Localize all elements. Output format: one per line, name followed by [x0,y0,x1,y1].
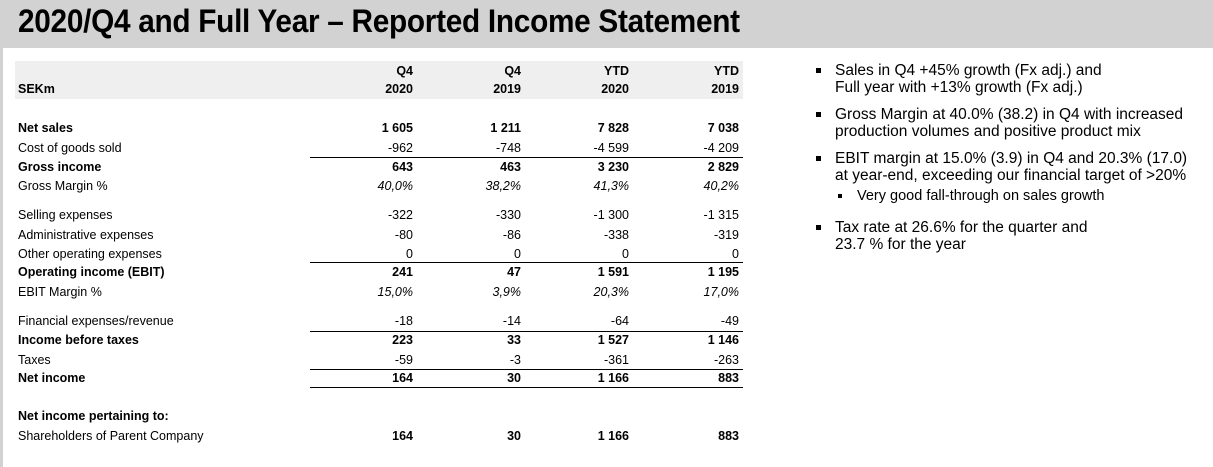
commentary-bullets [815,62,1213,263]
row-label: Gross Margin % [18,179,108,193]
row-value: -330 [495,208,521,222]
bullet-item: Sales in Q4 +45% growth (Fx adj.) and Full year with +13% growth (Fx adj.) [815,62,1213,96]
row-value: 1 591 [597,265,629,279]
row-value: -64 [610,314,629,328]
row-value: -18 [394,314,413,328]
row-value: 38,2% [485,179,521,193]
row-value: 164 [392,429,413,443]
sub-bullet-item: Very good fall-through on sales growth [835,188,1213,205]
row-value: 2 829 [707,160,739,174]
row-value: -322 [387,208,413,222]
row-value: 30 [507,371,521,385]
row-value: -3 [509,353,521,367]
row-value: -1 300 [593,208,629,222]
row-value: 1 146 [707,333,739,347]
row-value: 164 [392,371,413,385]
row-label: Financial expenses/revenue [18,314,174,328]
subtotal-rule [310,369,743,370]
row-value: 0 [732,247,739,261]
column-header-top: Q4 [504,64,521,78]
row-value: -361 [603,353,629,367]
row-value: 1 166 [597,371,629,385]
row-value: 30 [507,429,521,443]
row-value: 41,3% [593,179,629,193]
row-value: 463 [500,160,521,174]
row-label: Net income [18,371,86,385]
bullet-square-icon [838,194,842,198]
row-label: Selling expenses [18,208,113,222]
row-value: 40,2% [703,179,739,193]
row-label: Cost of goods sold [18,141,122,155]
row-value: -4 599 [593,141,629,155]
bullet-item: Tax rate at 26.6% for the quarter and 23.7 % for the year [815,219,1213,253]
row-value: 223 [392,333,413,347]
row-value: 0 [514,247,521,261]
subtotal-rule [310,331,743,332]
bullet-item: EBIT margin at 15.0% (3.9) in Q4 and 20.3% (17.0) at year-end, exceeding our financial target of >20% [815,150,1213,184]
row-value: 0 [406,247,413,261]
subtotal-rule [310,262,743,263]
row-value: 643 [392,160,413,174]
row-value: 33 [507,333,521,347]
row-label: Income before taxes [18,333,139,347]
row-value: -338 [603,228,629,242]
row-value: -86 [502,228,521,242]
row-value: 883 [718,371,739,385]
row-value: 1 195 [707,265,739,279]
row-label: Operating income (EBIT) [18,265,165,279]
row-value: 7 828 [597,121,629,135]
column-header-top: YTD [714,64,739,78]
column-header-bottom: 2020 [601,82,629,96]
row-value: 47 [507,265,521,279]
subtotal-rule [310,157,743,158]
row-value: 15,0% [377,285,413,299]
row-label: Gross income [18,160,102,174]
row-label: Other operating expenses [18,247,162,261]
column-header-bottom: 2020 [385,82,413,96]
row-value: -80 [394,228,413,242]
row-value: 17,0% [703,285,739,299]
slide-left-edge [0,48,3,467]
row-label: Taxes [18,353,51,367]
row-label: Administrative expenses [18,228,154,242]
row-value: -1 315 [703,208,739,222]
page-title: 2020/Q4 and Full Year – Reported Income Statement [18,3,740,39]
total-rule [310,387,743,388]
bullet-item: Gross Margin at 40.0% (38.2) in Q4 with increased production volumes and positive product mix [815,106,1213,140]
row-value: 1 605 [381,121,413,135]
row-value: -49 [720,314,739,328]
row-value: 0 [622,247,629,261]
row-value: 1 527 [597,333,629,347]
row-label: Net income pertaining to: [18,409,169,423]
row-value: 3 230 [597,160,629,174]
row-value: 1 211 [490,121,521,135]
row-value: -319 [713,228,739,242]
bullet-square-icon [816,225,821,230]
row-value: 1 166 [597,429,629,443]
row-value: 20,3% [593,285,629,299]
row-value: 883 [718,429,739,443]
row-label: EBIT Margin % [18,285,102,299]
bullet-square-icon [816,156,821,161]
row-value: -748 [495,141,521,155]
row-value: 40,0% [377,179,413,193]
unit-label: SEKm [18,82,55,96]
row-label: Shareholders of Parent Company [18,429,204,443]
row-value: 7 038 [707,121,739,135]
row-label: Net sales [18,121,73,135]
column-header-bottom: 2019 [711,82,739,96]
row-value: -962 [387,141,413,155]
column-header-top: YTD [604,64,629,78]
row-value: 3,9% [492,285,521,299]
row-value: -14 [502,314,521,328]
bullet-square-icon [816,112,821,117]
row-value: -263 [713,353,739,367]
row-value: 241 [392,265,413,279]
bullet-square-icon [816,68,821,73]
row-value: -4 209 [703,141,739,155]
column-header-top: Q4 [396,64,413,78]
title-bar [0,0,1213,48]
column-header-bottom: 2019 [493,82,521,96]
row-value: -59 [394,353,413,367]
